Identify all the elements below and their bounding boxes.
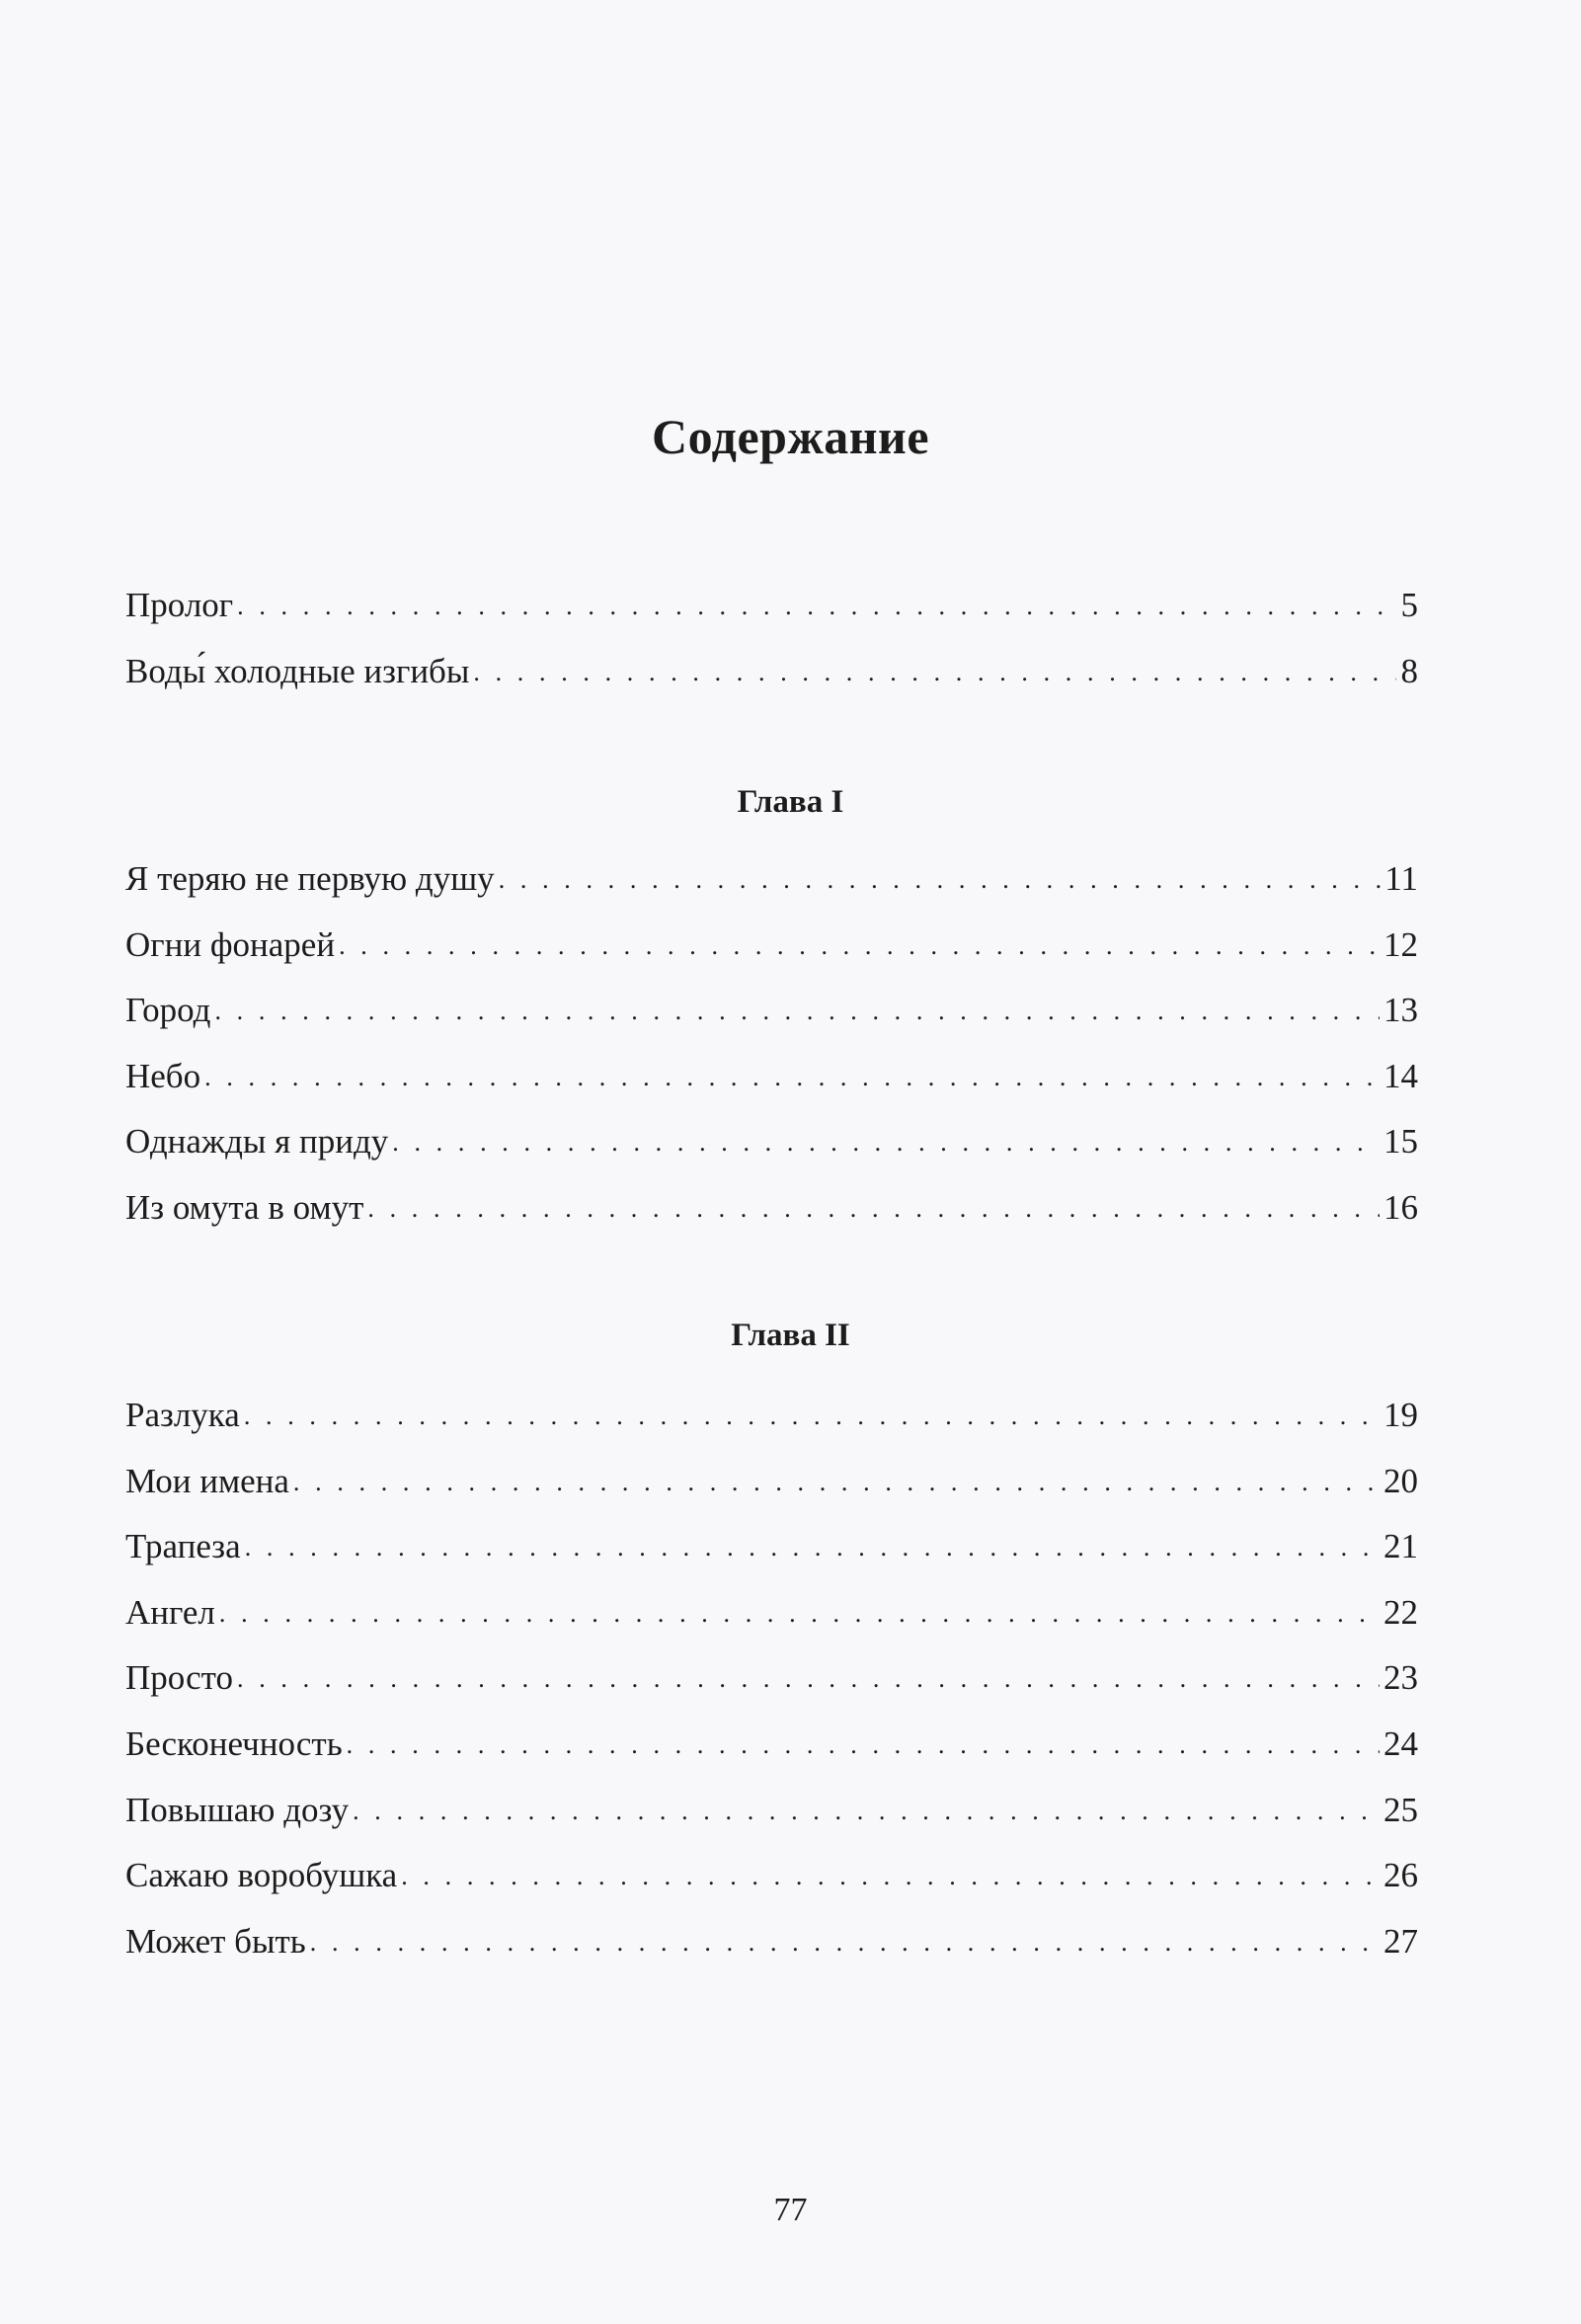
toc-entry[interactable] <box>125 652 1418 718</box>
toc-entry-page: 8 <box>1400 651 1418 690</box>
toc-entry-title: Небо <box>125 1056 201 1095</box>
toc-entry-page: 21 <box>1383 1527 1418 1566</box>
toc-entry-title: Бесконечность <box>125 1723 343 1763</box>
toc-entry-page: 23 <box>1383 1658 1418 1698</box>
toc-entry-title: Пролог <box>125 586 234 624</box>
dot-leader <box>347 1725 1380 1765</box>
toc-entry-title: Я теряю не первую душу <box>125 859 495 898</box>
dot-leader <box>339 926 1380 966</box>
toc-entry[interactable] <box>125 859 1418 925</box>
toc-entry-page: 25 <box>1383 1790 1418 1829</box>
toc-entry[interactable] <box>125 1856 1418 1922</box>
toc-entry-page: 14 <box>1383 1056 1418 1095</box>
toc-entry-title: Ангел <box>125 1592 215 1632</box>
toc-entry-title: Однажды я приду <box>125 1122 389 1162</box>
page-title: Содержание <box>651 409 930 464</box>
dot-leader <box>473 653 1396 692</box>
toc-entry[interactable] <box>125 1122 1418 1188</box>
toc-entry[interactable] <box>125 1462 1418 1528</box>
toc-entry-title: Мои имена <box>125 1461 289 1500</box>
toc-chapter-1-list <box>125 859 1418 1254</box>
toc-entry[interactable] <box>125 1658 1418 1724</box>
toc-entry[interactable] <box>125 991 1418 1057</box>
toc-entry-title: Разлука <box>125 1396 240 1434</box>
toc-entry[interactable] <box>125 1724 1418 1791</box>
dot-leader <box>353 1792 1380 1831</box>
toc-entry[interactable] <box>125 1593 1418 1659</box>
dot-leader <box>237 1659 1380 1699</box>
dot-leader <box>392 1123 1380 1162</box>
toc-entry-page: 13 <box>1383 991 1418 1030</box>
toc-entry-title: Сажаю воробушка <box>125 1856 398 1895</box>
dot-leader <box>499 860 1382 900</box>
toc-entry-title: Просто <box>125 1658 234 1698</box>
dot-leader <box>293 1463 1380 1502</box>
toc-entry-title: Город <box>125 991 211 1030</box>
dot-leader <box>237 587 1396 626</box>
toc-entry[interactable] <box>125 1057 1418 1123</box>
dot-leader <box>401 1857 1380 1896</box>
toc-entry-page: 20 <box>1383 1461 1418 1500</box>
toc-entry-title: Трапеза <box>125 1527 241 1566</box>
toc-entry-page: 26 <box>1383 1856 1418 1895</box>
toc-chapter-2-list <box>125 1396 1418 1987</box>
toc-entry[interactable] <box>125 1922 1418 1988</box>
toc-entry-title: Из омута в омут <box>125 1187 364 1227</box>
dot-leader <box>310 1923 1380 1963</box>
toc-entry-page: 24 <box>1383 1723 1418 1763</box>
toc-entry-title: Может быть <box>125 1921 306 1961</box>
toc-entry-page: 19 <box>1383 1396 1418 1434</box>
toc-entry[interactable] <box>125 1188 1418 1254</box>
toc-intro-list <box>125 586 1418 717</box>
page-number: 77 <box>773 2192 808 2228</box>
toc-entry-page: 27 <box>1383 1921 1418 1961</box>
toc-entry-page: 11 <box>1384 859 1418 898</box>
chapter-heading: Глава I <box>737 784 844 820</box>
dot-leader <box>219 1594 1380 1634</box>
toc-entry-page: 12 <box>1383 924 1418 964</box>
toc-entry[interactable] <box>125 925 1418 992</box>
toc-entry[interactable] <box>125 1396 1418 1462</box>
toc-entry-title: Воды́ холодные изгибы <box>125 651 470 690</box>
toc-entry-page: 15 <box>1383 1122 1418 1162</box>
toc-entry-title: Повышаю дозу <box>125 1790 350 1829</box>
toc-entry[interactable] <box>125 1527 1418 1593</box>
dot-leader <box>245 1528 1380 1567</box>
dot-leader <box>204 1058 1380 1097</box>
toc-entry-title: Огни фонарей <box>125 924 336 964</box>
toc-entry-page: 22 <box>1383 1592 1418 1632</box>
toc-entry-page: 16 <box>1383 1187 1418 1227</box>
dot-leader <box>367 1189 1380 1229</box>
chapter-heading: Глава II <box>731 1318 850 1353</box>
toc-entry-page: 5 <box>1400 586 1418 624</box>
dot-leader <box>214 992 1380 1031</box>
dot-leader <box>244 1397 1380 1436</box>
toc-entry[interactable] <box>125 586 1418 652</box>
toc-entry[interactable] <box>125 1791 1418 1857</box>
